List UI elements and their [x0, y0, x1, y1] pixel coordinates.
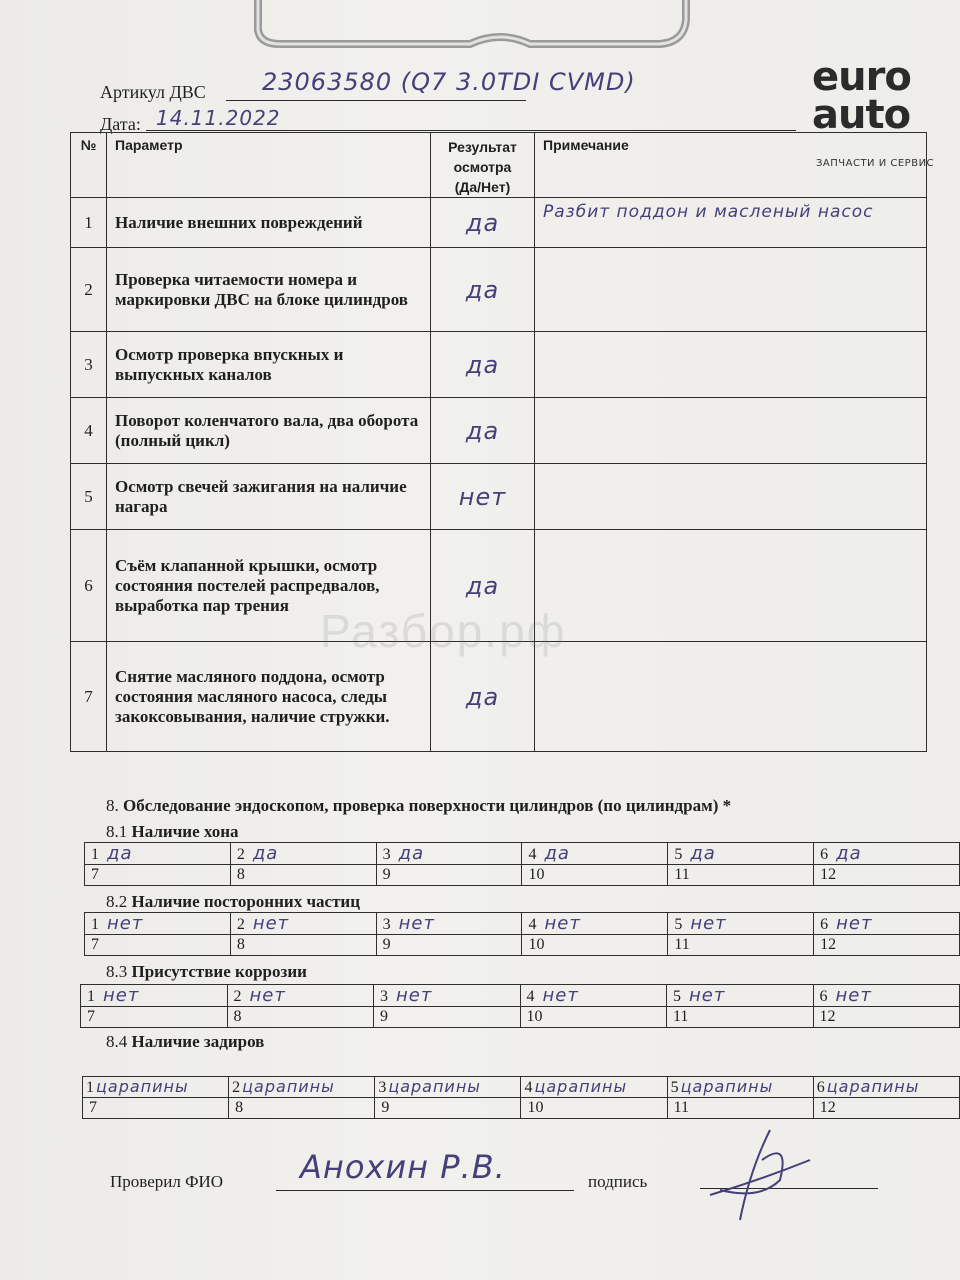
sub-text: Наличие посторонних частиц — [131, 892, 361, 911]
cylinder-row — [85, 843, 960, 865]
cylinder-cell: 10 — [522, 865, 668, 886]
cylinder-cell: 1 нет — [81, 985, 228, 1007]
table-row — [71, 642, 927, 752]
section8-text: Обследование эндоскопом, проверка поверхности цилиндров (по цилиндрам) * — [123, 796, 732, 815]
cylinder-cell: 2 да — [230, 843, 376, 865]
cylinder-cell: 10 — [520, 1007, 667, 1028]
row-note — [535, 530, 927, 642]
cylinder-cell: 3 да — [376, 843, 522, 865]
cylinder-cell: 7 — [81, 1007, 228, 1028]
cylinder-table-8-2 — [84, 912, 960, 956]
row-result: да — [431, 198, 535, 248]
cylinder-cell: 10 — [522, 935, 668, 956]
row-note — [535, 642, 927, 752]
cylinder-cell: 6 да — [814, 843, 960, 865]
cylinder-cell: 1 царапины — [83, 1077, 229, 1098]
euroauto-logo — [812, 54, 932, 138]
date-underline — [146, 130, 796, 131]
cylinder-cell: 3 нет — [374, 985, 521, 1007]
cylinder-cell: 4 царапины — [521, 1077, 667, 1098]
table-row — [71, 198, 927, 248]
logo-line2: auto — [812, 92, 911, 138]
table-row — [71, 332, 927, 398]
date-value: 14.11.2022 — [156, 106, 281, 130]
cylinder-cell: 12 — [814, 865, 960, 886]
cylinder-row — [81, 985, 960, 1007]
row-note — [535, 464, 927, 530]
cylinder-cell: 5 нет — [668, 913, 814, 935]
row-result: да — [431, 398, 535, 464]
cylinder-cell: 4 нет — [522, 913, 668, 935]
sub-8-4-title — [106, 1032, 264, 1052]
row-result: да — [431, 530, 535, 642]
row-result: нет — [431, 464, 535, 530]
logo-subtitle: ЗАПЧАСТИ И СЕРВИС — [816, 158, 935, 169]
cylinder-cell: 8 — [230, 865, 376, 886]
section8-num: 8. — [106, 796, 119, 815]
cylinder-table-8-4 — [82, 1076, 960, 1119]
cylinder-cell: 8 — [227, 1007, 374, 1028]
date-label: Дата: — [100, 114, 141, 134]
row-num: 7 — [71, 642, 107, 752]
cylinder-cell: 5 царапины — [667, 1077, 813, 1098]
cylinder-table-8-3 — [80, 984, 960, 1028]
cylinder-cell: 11 — [667, 1098, 813, 1119]
row-result: да — [431, 332, 535, 398]
cylinder-cell: 3 нет — [376, 913, 522, 935]
sub-num: 8.1 — [106, 822, 128, 841]
cylinder-cell: 8 — [230, 935, 376, 956]
table-row — [71, 398, 927, 464]
cylinder-cell: 5 да — [668, 843, 814, 865]
clipboard-clip — [0, 0, 960, 60]
row-result: да — [431, 248, 535, 332]
cylinder-table-8-1 — [84, 842, 960, 886]
cylinder-cell: 11 — [668, 935, 814, 956]
sub-num: 8.2 — [106, 892, 128, 911]
row-param: Проверка читаемости номера и маркировки ДВС на блоке цилиндров — [107, 248, 431, 332]
article-value: 23063580 (Q7 3.0TDI CVMD) — [262, 68, 636, 96]
sub-text: Наличие хона — [131, 822, 239, 841]
logo-line1: euro — [812, 54, 911, 100]
cylinder-row — [85, 935, 960, 956]
row-note — [535, 332, 927, 398]
watermark: Разбор.рф — [320, 605, 567, 657]
signature-label: подпись — [588, 1172, 648, 1191]
inspection-table — [70, 132, 927, 752]
table-row — [71, 248, 927, 332]
table-header-row — [71, 133, 927, 198]
row-param: Осмотр проверка впускных и выпускных каналов — [107, 332, 431, 398]
cylinder-cell: 2 нет — [227, 985, 374, 1007]
cylinder-row — [85, 913, 960, 935]
cylinder-cell: 11 — [668, 865, 814, 886]
row-note — [535, 248, 927, 332]
cylinder-cell: 7 — [85, 935, 231, 956]
cylinder-cell: 12 — [813, 1098, 959, 1119]
checked-by-label: Проверил ФИО — [110, 1172, 224, 1191]
cylinder-row — [83, 1077, 960, 1098]
header-param: Параметр — [107, 133, 431, 198]
table-row — [71, 464, 927, 530]
cylinder-cell: 6 нет — [814, 913, 960, 935]
row-param: Поворот коленчатого вала, два оборота (полный цикл) — [107, 398, 431, 464]
article-label: Артикул ДВС — [100, 82, 206, 102]
sub-8-2-title — [106, 892, 360, 912]
row-note: Разбит поддон и масленый насос — [535, 198, 927, 248]
cylinder-cell: 7 — [83, 1098, 229, 1119]
cylinder-cell: 3 царапины — [375, 1077, 521, 1098]
row-num: 4 — [71, 398, 107, 464]
cylinder-cell: 5 нет — [667, 985, 814, 1007]
cylinder-row — [85, 865, 960, 886]
signature-mark — [700, 1120, 820, 1230]
cylinder-cell: 9 — [376, 865, 522, 886]
sub-8-1-title — [106, 822, 239, 842]
article-underline — [226, 100, 526, 101]
cylinder-cell: 10 — [521, 1098, 667, 1119]
row-num: 2 — [71, 248, 107, 332]
cylinder-cell: 1 нет — [85, 913, 231, 935]
sub-text: Наличие задиров — [131, 1032, 265, 1051]
cylinder-row — [81, 1007, 960, 1028]
row-num: 1 — [71, 198, 107, 248]
row-param: Осмотр свечей зажигания на наличие нагара — [107, 464, 431, 530]
cylinder-cell: 9 — [376, 935, 522, 956]
cylinder-cell: 12 — [813, 1007, 960, 1028]
cylinder-cell: 4 да — [522, 843, 668, 865]
row-param: Снятие масляного поддона, осмотр состояния масляного насоса, следы закоксовывания, наличие стружки. — [107, 642, 431, 752]
header-num: № — [71, 133, 107, 198]
cylinder-cell: 4 нет — [520, 985, 667, 1007]
checked-by-underline — [276, 1190, 574, 1191]
sub-text: Присутствие коррозии — [131, 962, 307, 981]
cylinder-cell: 12 — [814, 935, 960, 956]
cylinder-cell: 7 — [85, 865, 231, 886]
cylinder-cell: 6 нет — [813, 985, 960, 1007]
cylinder-row — [83, 1098, 960, 1119]
row-num: 3 — [71, 332, 107, 398]
row-param: Съём клапанной крышки, осмотр состояния постелей распредвалов, выработка пар трения — [107, 530, 431, 642]
cylinder-cell: 9 — [375, 1098, 521, 1119]
sub-num: 8.3 — [106, 962, 128, 981]
row-num: 5 — [71, 464, 107, 530]
checked-by-value: Анохин Р.В. — [300, 1148, 506, 1186]
cylinder-cell: 1 да — [85, 843, 231, 865]
cylinder-cell: 11 — [667, 1007, 814, 1028]
cylinder-cell: 2 нет — [230, 913, 376, 935]
header-result: Результат осмотра (Да/Нет) — [431, 133, 535, 198]
cylinder-cell: 6 царапины — [813, 1077, 959, 1098]
header-note: Примечание — [535, 133, 927, 198]
row-param: Наличие внешних повреждений — [107, 198, 431, 248]
sub-8-3-title — [106, 962, 307, 982]
sub-num: 8.4 — [106, 1032, 128, 1051]
cylinder-cell: 9 — [374, 1007, 521, 1028]
cylinder-cell: 8 — [229, 1098, 375, 1119]
cylinder-cell: 2 царапины — [229, 1077, 375, 1098]
row-result: да — [431, 642, 535, 752]
row-num: 6 — [71, 530, 107, 642]
section8-title — [106, 796, 731, 816]
row-note — [535, 398, 927, 464]
